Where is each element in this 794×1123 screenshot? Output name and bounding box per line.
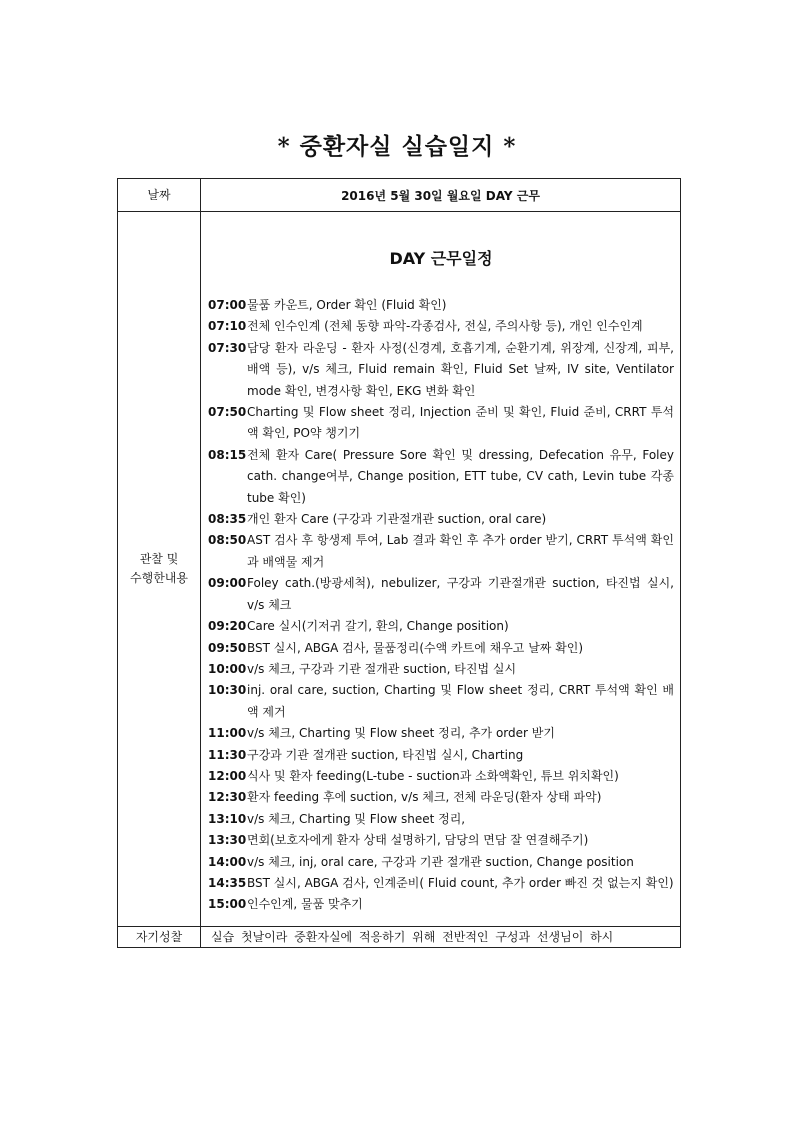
schedule-text: 환자 feeding 후에 suction, v/s 체크, 전체 라운딩(환자 상태 파악) (247, 790, 602, 805)
schedule-text: 구강과 기관 절개관 suction, 타진법 실시, Charting (247, 747, 524, 762)
schedule-entry (208, 573, 674, 616)
schedule-text: 식사 및 환자 feeding(L-tube - suction과 소화액확인, 튜브 위치확인) (247, 768, 619, 783)
schedule-entry (208, 295, 674, 316)
schedule-entry (208, 852, 674, 873)
content-label (118, 212, 201, 927)
schedule-time: 07:00 (208, 298, 247, 312)
schedule-time: 09:50 (208, 640, 247, 655)
schedule-entry (208, 809, 674, 830)
schedule-entry (208, 830, 674, 851)
schedule-time: 14:35 (208, 875, 247, 890)
schedule-text: AST 검사 후 항생제 투여, Lab 결과 확인 후 추가 order 받기, CRRT 투석액 확인과 배액물 제거 (247, 533, 674, 569)
schedule-text: 담당 환자 라운딩 - 환자 사정(신경계, 호흡기계, 순환기계, 위장계, 신장계, 피부, 배액 등), v/s 체크, Fluid remain 확인, Fluid Set 날짜, IV site, Ventilator mode 확인, 변경사항 확인, EKG 변화 확인 (247, 340, 674, 398)
schedule-time: 08:50 (208, 533, 247, 548)
date-row (118, 179, 681, 212)
schedule-time: 11:00 (208, 726, 247, 741)
schedule-time: 11:30 (208, 747, 247, 762)
schedule-text: 전체 인수인계 (전체 동향 파악-각종검사, 전실, 주의사항 등), 개인 인수인계 (247, 319, 643, 334)
schedule-text: Foley cath.(방광세척), nebulizer, 구강과 기관절개관 suction, 타진법 실시, v/s 체크 (247, 576, 674, 612)
schedule-time: 12:00 (208, 768, 247, 783)
content-label-line2: 수행한내용 (130, 570, 188, 585)
schedule-time: 14:00 (208, 854, 247, 869)
reflection-row (118, 926, 681, 947)
schedule-time: 10:30 (208, 683, 247, 698)
schedule-entry (208, 723, 674, 744)
schedule-text: v/s 체크, 구강과 기관 절개관 suction, 타진법 실시 (247, 661, 517, 676)
schedule-list (208, 295, 674, 916)
schedule-entry (208, 402, 674, 445)
schedule-text: Care 실시(기저귀 갈기, 환의, Change position) (247, 619, 509, 634)
schedule-time: 09:20 (208, 619, 247, 634)
schedule-entry (208, 338, 674, 402)
schedule-text: 면회(보호자에게 환자 상태 설명하기, 담당의 면담 잘 연결해주기) (247, 833, 589, 848)
schedule-entry (208, 530, 674, 573)
schedule-text: Charting 및 Flow sheet 정리, Injection 준비 및 확인, Fluid 준비, CRRT 투석액 확인, PO약 챙기기 (247, 405, 674, 441)
date-label: 날짜 (118, 179, 201, 212)
schedule-time: 15:00 (208, 897, 247, 912)
schedule-entry (208, 445, 674, 509)
schedule-time: 07:10 (208, 319, 247, 334)
schedule-time: 07:50 (208, 405, 247, 420)
schedule-entry (208, 873, 674, 894)
schedule-time: 13:10 (208, 811, 247, 826)
page-title: * 중환자실 실습일지 * (277, 133, 517, 160)
schedule-text: 개인 환자 Care (구강과 기관절개관 suction, oral care) (247, 512, 547, 527)
schedule-time: 12:30 (208, 790, 247, 805)
schedule-time: 08:15 (208, 447, 247, 462)
schedule-time: 13:30 (208, 833, 247, 848)
schedule-time: 08:35 (208, 512, 247, 527)
schedule-text: inj. oral care, suction, Charting 및 Flow sheet 정리, CRRT 투석액 확인 배액 제거 (247, 683, 674, 719)
content-label-line1: 관찰 및 (139, 551, 179, 566)
schedule-entry (208, 316, 674, 337)
date-value: 2016년 5월 30일 월요일 DAY 근무 (201, 179, 681, 212)
reflection-text: 실습 첫날이라 중환자실에 적응하기 위해 전반적인 구성과 선생님이 하시 (201, 926, 681, 947)
content-cell (201, 212, 681, 927)
schedule-text: BST 실시, ABGA 검사, 물품정리(수액 카트에 채우고 날짜 확인) (247, 640, 584, 655)
schedule-text: v/s 체크, Charting 및 Flow sheet 정리, 추가 order 받기 (247, 726, 555, 741)
schedule-time: 07:30 (208, 340, 247, 355)
schedule-entry (208, 766, 674, 787)
schedule-entry (208, 616, 674, 637)
journal-table (117, 178, 681, 948)
schedule-text: v/s 체크, Charting 및 Flow sheet 정리, (247, 811, 466, 826)
schedule-text: 전체 환자 Care( Pressure Sore 확인 및 dressing, Defecation 유무, Foley cath. change여부, Change position, ETT tube, CV cath, Levin tube 각종 tube 확인) (247, 447, 674, 505)
schedule-title: DAY 근무일정 (389, 249, 493, 268)
schedule-time: 09:00 (208, 576, 247, 591)
schedule-entry (208, 509, 674, 530)
schedule-entry (208, 745, 674, 766)
schedule-entry (208, 659, 674, 680)
schedule-text: BST 실시, ABGA 검사, 인계준비( Fluid count, 추가 order 빠진 것 없는지 확인) (247, 875, 674, 890)
content-row (118, 212, 681, 927)
reflection-label: 자기성찰 (118, 926, 201, 947)
schedule-text: v/s 체크, inj, oral care, 구강과 기관 절개관 suction, Change position (247, 854, 634, 869)
schedule-entry (208, 680, 674, 723)
schedule-entry (208, 787, 674, 808)
schedule-text: 물품 카운트, Order 확인 (Fluid 확인) (247, 298, 447, 312)
schedule-time: 10:00 (208, 661, 247, 676)
schedule-text: 인수인계, 물품 맞추기 (247, 897, 363, 912)
schedule-entry (208, 894, 674, 915)
schedule-entry (208, 638, 674, 659)
